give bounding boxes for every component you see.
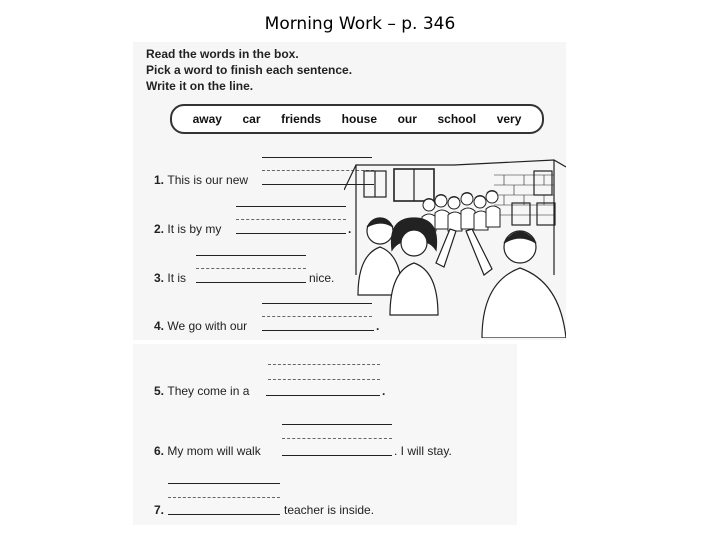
sentence-text: This is our new <box>167 173 249 187</box>
sentence-number: 4. <box>154 319 165 333</box>
sentence-number: 3. <box>154 271 165 285</box>
sentence-ending: . <box>348 222 352 236</box>
answer-midline <box>268 379 380 380</box>
word-box <box>170 104 544 134</box>
answer-midline <box>236 219 346 220</box>
word-box-item: away <box>192 112 222 126</box>
instruction-line: Read the words in the box. <box>146 47 299 61</box>
instruction-line: Write it on the line. <box>146 79 254 93</box>
answer-top-line <box>268 364 380 365</box>
sentence-number: 6. <box>154 444 165 458</box>
sentence-2 <box>154 222 221 236</box>
sentence-ending: teacher is inside. <box>284 503 375 517</box>
sentence-ending: . I will stay. <box>394 444 452 458</box>
answer-top-line <box>282 424 392 425</box>
answer-baseline[interactable] <box>236 233 346 234</box>
word-box-item: our <box>397 112 417 126</box>
sentence-5 <box>154 384 249 398</box>
answer-top-line <box>236 206 346 207</box>
word-box-item: very <box>496 112 522 126</box>
word-box-item: car <box>242 112 261 126</box>
sentence-3 <box>154 271 186 285</box>
sentence-ending: . <box>382 384 386 398</box>
word-box-item: house <box>341 112 377 126</box>
slide-title: Morning Work – p. 346 <box>264 14 456 34</box>
sentence-7 <box>154 503 164 517</box>
answer-baseline[interactable] <box>168 514 280 515</box>
word-box-item: school <box>437 112 477 126</box>
sentence-text: My mom will walk <box>167 444 261 458</box>
word-box-item: friends <box>281 112 322 126</box>
sentence-6 <box>154 444 261 458</box>
sentence-text: It is <box>167 271 187 285</box>
school-children-illustration <box>344 155 566 338</box>
answer-midline <box>168 497 280 498</box>
sentence-ending: . <box>376 319 380 333</box>
sentence-number: 7. <box>154 503 165 517</box>
answer-baseline[interactable] <box>196 282 306 283</box>
sentence-text: They come in a <box>167 384 250 398</box>
answer-midline <box>196 268 306 269</box>
sentence-1 <box>154 173 248 187</box>
sentence-ending: nice. <box>309 271 335 285</box>
answer-midline <box>282 438 392 439</box>
sentence-text: We go with our <box>167 319 248 333</box>
answer-top-line <box>168 483 280 484</box>
answer-top-line <box>196 255 306 256</box>
sentence-number: 2. <box>154 222 165 236</box>
answer-baseline[interactable] <box>282 455 392 456</box>
sentence-number: 5. <box>154 384 165 398</box>
instruction-line: Pick a word to finish each sentence. <box>146 63 353 77</box>
sentence-number: 1. <box>154 173 165 187</box>
sentence-4 <box>154 319 247 333</box>
answer-baseline[interactable] <box>266 395 380 396</box>
sentence-text: It is by my <box>167 222 222 236</box>
